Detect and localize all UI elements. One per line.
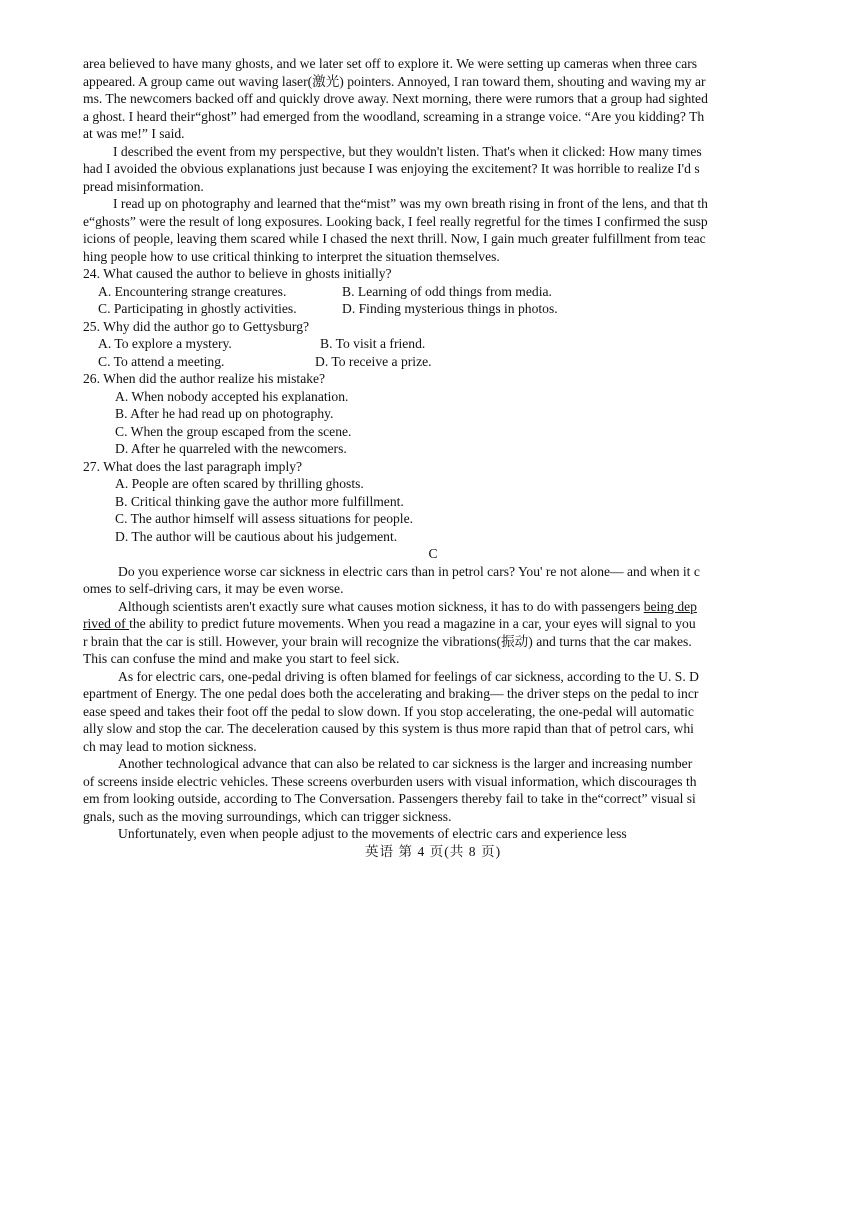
question-25 bbox=[83, 318, 783, 371]
text-line: omes to self-driving cars, it may be even worse. bbox=[83, 581, 344, 596]
underlined-phrase: being dep bbox=[643, 598, 697, 614]
passage-b-paragraph-1 bbox=[83, 55, 783, 143]
text-line: ms. The newcomers backed off and quickly drove away. Next morning, there were rumors that a group had sighted bbox=[83, 91, 708, 106]
exam-page bbox=[83, 55, 783, 860]
text-line: Unfortunately, even when people adjust to the movements of electric cars and experience less bbox=[118, 826, 627, 841]
option-c: C. To attend a meeting. bbox=[98, 353, 225, 369]
passage-c-paragraph-4 bbox=[83, 755, 783, 825]
text-line: e“ghosts” were the result of long exposures. Looking back, I feel really regretful for the times I confirmed the susp bbox=[83, 213, 708, 229]
option-row bbox=[83, 283, 783, 301]
text-line: hing people how to use critical thinking to interpret the situation themselves. bbox=[83, 248, 500, 264]
option-a: A. Encountering strange creatures. bbox=[98, 283, 287, 299]
text-line: a ghost. I heard their“ghost” had emerged from the woodland, screaming in a strange voice. “Are you kidding? Th bbox=[83, 108, 705, 124]
option-d: D. To receive a prize. bbox=[315, 353, 432, 369]
text-line: appeared. A group came out waving laser(激光) pointers. Annoyed, I ran toward them, shouting and waving my ar bbox=[83, 73, 706, 89]
text-line: I read up on photography and learned that the“mist” was my own breath rising in front of the lens, and that th bbox=[113, 196, 708, 211]
option-row bbox=[83, 335, 783, 353]
option-c: C. When the group escaped from the scene. bbox=[115, 423, 352, 439]
text-line: had I avoided the obvious explanations just because I was enjoying the excitement? It was horrible to realize I'd s bbox=[83, 161, 700, 176]
text-line: of screens inside electric vehicles. These screens overburden users with visual information, which discourages th bbox=[83, 773, 697, 789]
option-d: D. Finding mysterious things in photos. bbox=[342, 301, 558, 316]
passage-b-paragraph-3 bbox=[83, 195, 783, 265]
text-segment: the ability to predict future movements. When you read a magazine in a car, your eyes will signal to you bbox=[129, 616, 696, 631]
option-a: A. To explore a mystery. bbox=[98, 336, 232, 351]
text-line: pread misinformation. bbox=[83, 178, 204, 194]
question-stem: 24. What caused the author to believe in ghosts initially? bbox=[83, 266, 392, 281]
text-line bbox=[83, 598, 783, 616]
option-b: B. Critical thinking gave the author more fulfillment. bbox=[115, 493, 404, 509]
option-a: A. When nobody accepted his explanation. bbox=[115, 388, 349, 404]
option-b: B. To visit a friend. bbox=[320, 336, 426, 351]
page-footer: 英语 第 4 页(共 8 页) bbox=[364, 843, 502, 859]
option-row bbox=[83, 300, 783, 318]
text-line: icions of people, leaving them scared while I chased the next thrill. Now, I gain much greater fulfillment from teac bbox=[83, 231, 706, 246]
text-line: I described the event from my perspective, but they wouldn't listen. That's when it clicked: How many times bbox=[113, 143, 702, 159]
text-line: As for electric cars, one-pedal driving is often blamed for feelings of car sickness, according to the U. S. D bbox=[118, 668, 699, 684]
text-line: em from looking outside, according to The Conversation. Passengers thereby fail to take in the“correct” visual si bbox=[83, 791, 696, 806]
question-stem: 26. When did the author realize his mistake? bbox=[83, 371, 326, 386]
option-b: B. Learning of odd things from media. bbox=[342, 283, 552, 299]
option-b: B. After he had read up on photography. bbox=[115, 406, 334, 421]
text-line: gnals, such as the moving surroundings, which can trigger sickness. bbox=[83, 808, 452, 824]
text-line: ease speed and takes their foot off the pedal to slow down. If you stop accelerating, the one-pedal will automatic bbox=[83, 703, 694, 719]
section-heading-c: C bbox=[428, 546, 438, 561]
text-line: area believed to have many ghosts, and we later set off to explore it. We were setting up cameras when three cars bbox=[83, 56, 698, 71]
text-line: Another technological advance that can also be related to car sickness is the larger and increasing number bbox=[118, 756, 693, 771]
option-d: D. After he quarreled with the newcomers. bbox=[115, 441, 347, 456]
passage-c-paragraph-3 bbox=[83, 668, 783, 756]
question-24 bbox=[83, 265, 783, 318]
question-stem: 25. Why did the author go to Gettysburg? bbox=[83, 318, 310, 334]
text-line bbox=[83, 615, 783, 633]
passage-c-paragraph-1 bbox=[83, 563, 783, 598]
text-line: at was me!” I said. bbox=[83, 126, 185, 141]
text-segment: Although scientists aren't exactly sure what causes motion sickness, it has to do with passengers bbox=[118, 598, 644, 614]
option-c: C. Participating in ghostly activities. bbox=[98, 301, 297, 316]
underlined-phrase: rived of bbox=[83, 616, 130, 631]
text-line: ally slow and stop the car. The deceleration caused by this system is thus more rapid than that of petrol cars, whi bbox=[83, 721, 694, 736]
passage-c-paragraph-2 bbox=[83, 598, 783, 668]
option-row bbox=[83, 353, 783, 371]
option-a: A. People are often scared by thrilling ghosts. bbox=[115, 476, 364, 491]
option-c: C. The author himself will assess situations for people. bbox=[115, 511, 414, 526]
passage-c-paragraph-5 bbox=[83, 825, 783, 843]
question-26 bbox=[83, 370, 783, 458]
question-27 bbox=[83, 458, 783, 546]
text-line: r brain that the car is still. However, your brain will recognize the vibrations(振动) and turns that the car makes. bbox=[83, 633, 692, 649]
text-line: Do you experience worse car sickness in electric cars than in petrol cars? You' re not alone— and when it c bbox=[118, 563, 700, 579]
text-line: This can confuse the mind and make you start to feel sick. bbox=[83, 651, 400, 666]
passage-b-paragraph-2 bbox=[83, 143, 783, 196]
option-d: D. The author will be cautious about his judgement. bbox=[115, 528, 398, 544]
text-line: ch may lead to motion sickness. bbox=[83, 738, 257, 754]
text-line: epartment of Energy. The one pedal does both the accelerating and braking— the driver steps on the pedal to incr bbox=[83, 686, 699, 701]
question-stem: 27. What does the last paragraph imply? bbox=[83, 458, 303, 474]
